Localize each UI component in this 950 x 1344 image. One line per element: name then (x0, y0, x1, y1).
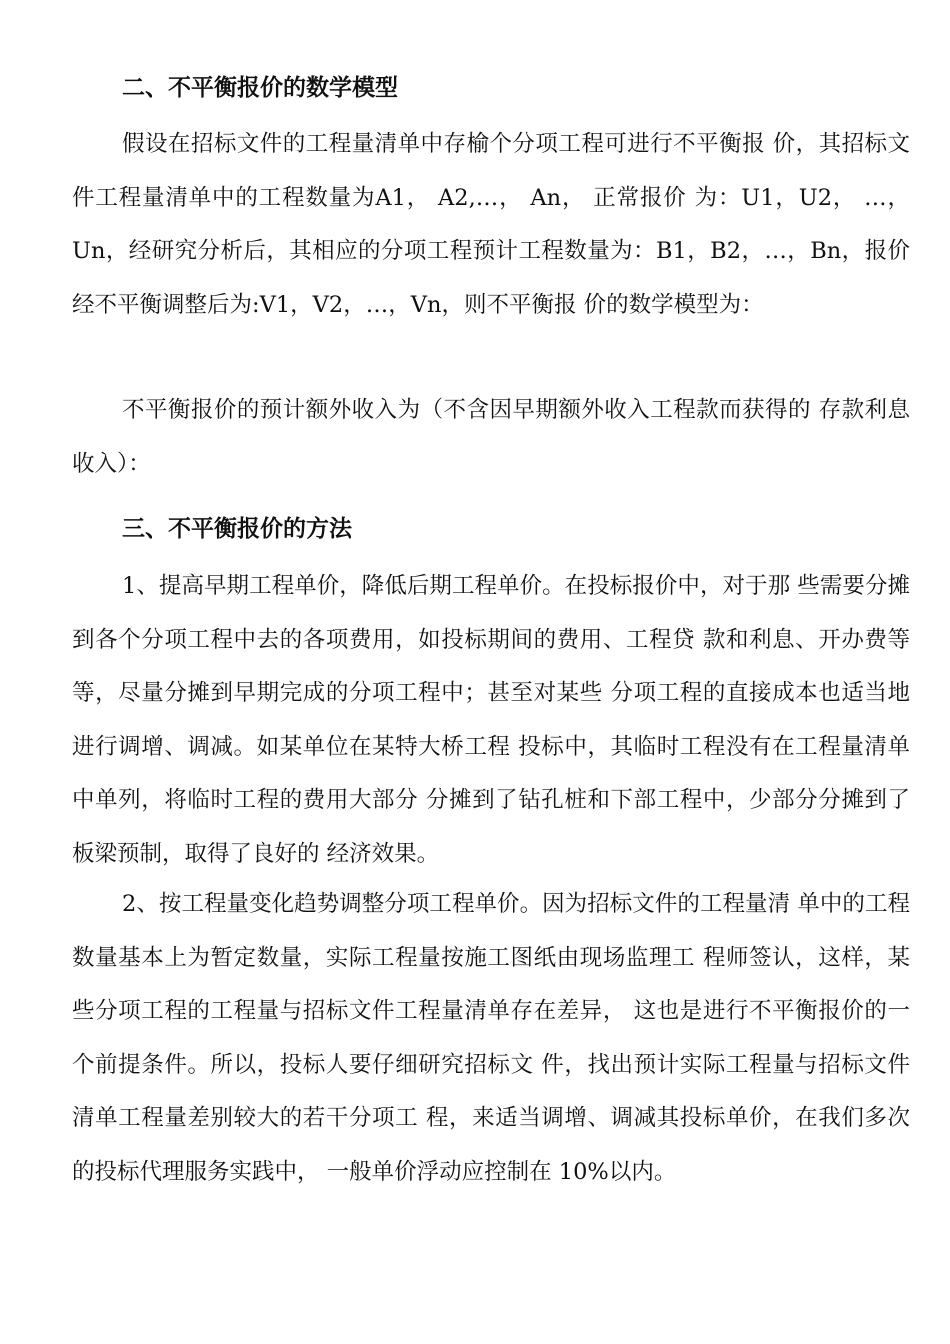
paragraph-extra-income: 不平衡报价的预计额外收入为（不含因早期额外收入工程款而获得的 存款利息收入）： (72, 397, 910, 477)
paragraph-method-2: 2、按工程量变化趋势调整分项工程单价。因为招标文件的工程量清 单中的工程数量基本上为暂定数量，实际工程量按施工图纸由现场监理工 程师签认，这样，某些分项工程的工程量与招标文件工程量清单存在差异， 这也是进行不平衡报价的一个前提条件。所以，投标人要仔细研究招标文 件，找出预计实际工程量与招标文件清单工程量差别较大的若干分项工 程，来适当调增、调减其投标单价，在我们多次的投标代理服务实践中， 一般单价浮动应控制在 10%以内。 (72, 891, 910, 1185)
section-heading-methods: 三、不平衡报价的方法 (122, 516, 352, 542)
paragraph-method-1: 1、提高早期工程单价，降低后期工程单价。在投标报价中，对于那 些需要分摊到各个分项工程中去的各项费用，如投标期间的费用、工程贷 款和利息、开办费等等，尽量分摊到早期完成的分项工程中；甚至对某些 分项工程的直接成本也适当地进行调增、调减。如某单位在某特大桥工程 投标中，其临时工程没有在工程量清单中单列，将临时工程的费用大部分 分摊到了钻孔桩和下部工程中，少部分分摊到了板梁预制，取得了良好的 经济效果。 (72, 573, 910, 867)
section-heading-math-model: 二、不平衡报价的数学模型 (122, 75, 398, 101)
paragraph-math-model-assumption: 假设在招标文件的工程量清单中存榆个分项工程可进行不平衡报 价，其招标文件工程量清单中的工程数量为A1， A2,…， An， 正常报价 为：U1，U2， …， Un，经研究分析后，其相应的分项工程预计工程数量为：B1，B2，…，Bn，报价经不平衡调整后为:V1，V2，…，Vn，则不平衡报 价的数学模型为： (72, 131, 910, 318)
